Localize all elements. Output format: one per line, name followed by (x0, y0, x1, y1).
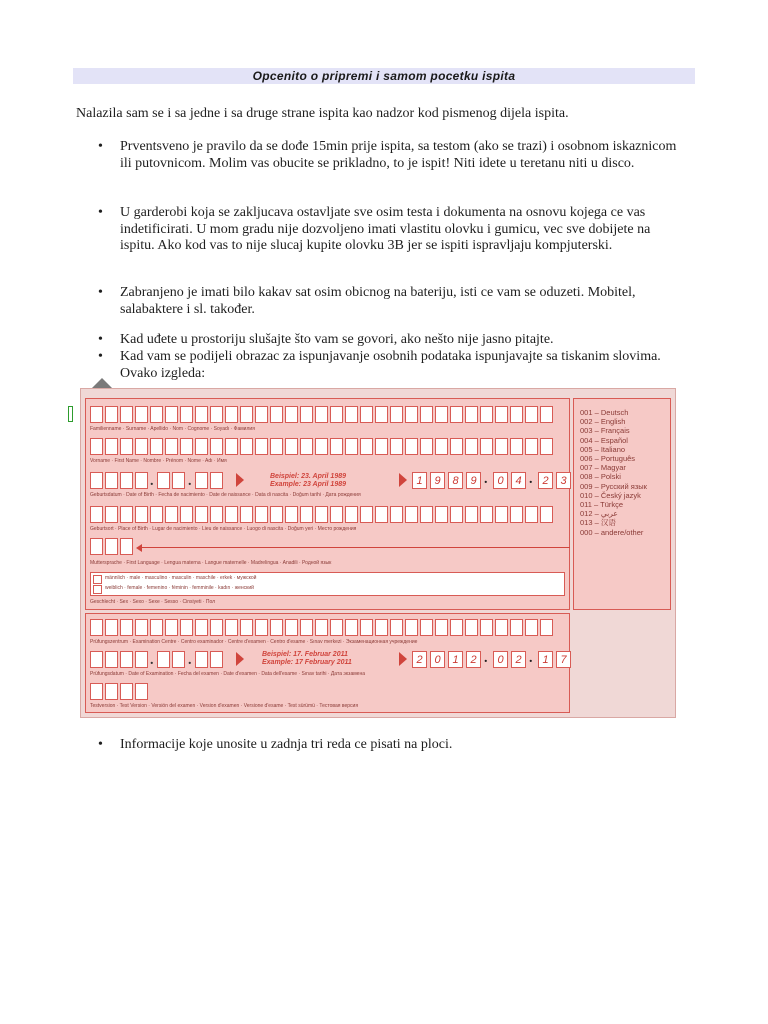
bullet-icon: • (98, 332, 103, 347)
language-item: 012 – عربي (580, 509, 618, 519)
language-item: 005 – Italiano (580, 444, 626, 454)
language-item: 011 – Türkçe (580, 500, 624, 510)
male-checkbox (93, 575, 102, 584)
example-exam-line2: Example: 17 February 2011 (262, 659, 352, 666)
date-separator: . (150, 653, 154, 668)
birthdate-cells (157, 472, 185, 489)
language-item: 002 – English (580, 417, 626, 427)
examdate-label: Prüfungsdatum · Date of Examination · Fecha del examen · Date d'examen · Data dell'esame · Sınav tarihi · Дата экзамена (90, 671, 365, 677)
bullet-icon: • (98, 205, 103, 220)
language-item: 001 – Deutsch (580, 408, 629, 417)
list-item (98, 737, 688, 753)
female-checkbox (93, 585, 102, 594)
list-item (98, 349, 688, 382)
arrow-left-icon (136, 544, 142, 552)
firstname-label: Vorname · First Name · Nombre · Prénom · Nome · Adı · Имя (90, 458, 227, 464)
birthdate-cells (195, 472, 223, 489)
arrow-right-icon (399, 652, 407, 666)
surname-label: Familienname · Surname · Apellido · Nom · Cognome · Soyadı · Фамилия (90, 426, 255, 432)
arrow-right-icon (236, 652, 244, 666)
birthdate-label: Geburtsdatum · Date of Birth · Fecha de nacimiento · Date de naissance · Data di nascita · Doğum tarihi · Дата рождения (90, 492, 361, 498)
language-item: 006 – Português (580, 454, 636, 464)
example-birth-line2: Example: 23 April 1989 (270, 481, 347, 488)
language-item: 007 – Magyar (580, 463, 626, 473)
intro-paragraph: Nalazila sam se i sa jedne i sa druge strane ispita kao nadzor kod pismenog dijela ispita. (76, 106, 569, 121)
mothertongue-cells (90, 538, 133, 555)
language-item: 003 – Français (580, 426, 630, 436)
language-list (580, 408, 647, 537)
arrow-right-icon (399, 473, 407, 487)
mothertongue-label: Muttersprache · First Language · Lengua materna · Langue maternelle · Madrelingua · Anadili · Родной язык (90, 560, 332, 566)
firstname-cells (90, 438, 553, 455)
margin-marker (68, 406, 73, 422)
language-item: 013 – 汉语 (580, 518, 616, 528)
bullet-text: Kad uđete u prostoriju slušajte što vam se govori, ako nešto nije jasno pitajte. (120, 332, 554, 347)
example-birth-line1: Beispiel: 23. April 1989 (270, 473, 346, 480)
arrow-right-icon (236, 473, 244, 487)
version-label: Testversion · Test Version · Versión del examen · Version d'examen · Versione d'esame · Test sürümü · Тестовая версия (90, 703, 359, 709)
section-title: Opcenito o pripremi i samom pocetku ispita (252, 69, 516, 83)
language-item: 004 – Español (580, 435, 628, 445)
examdate-cells (195, 651, 223, 668)
examdate-cells (157, 651, 185, 668)
date-separator: . (188, 474, 192, 489)
list-item (98, 332, 688, 349)
date-separator: . (188, 653, 192, 668)
language-item: 000 – andere/other (580, 527, 644, 537)
surname-cells (90, 406, 553, 423)
section-title-bar (73, 68, 695, 84)
version-cells (90, 683, 148, 700)
birthplace-cells (90, 506, 553, 523)
bullet-text: Zabranjeno je imati bilo kakav sat osim obicnog na bateriju, isti ce vam se oduzeti. Mobitel, salabaktere i sl. također. (120, 285, 636, 317)
bullet-text: Kad vam se podijeli obrazac za ispunjavanje osobnih podataka ispunjavajte sa tiskanim slovima. Ovako izgleda: (120, 349, 661, 381)
list-item (98, 285, 688, 318)
date-separator: . (150, 474, 154, 489)
bullet-text: U garderobi koja se zakljucava ostavljate sve osim testa i dokumenta na osnovu kojega ce vas indetificirati. U mom gradu nije dozvoljeno imati vlastitu olovku i gumicu, vec sve dobijete na ispitu. Ako kod vas to nije slucaj kupite olovku 3B jer se ispiti ispravljaju kompjuterski. (120, 205, 651, 253)
bullet-icon: • (98, 737, 103, 752)
examdate-cells (90, 651, 148, 668)
centre-cells (90, 619, 553, 636)
examdate-example-digits: 2 0 1 2 . 0 2 . 1 7 (412, 651, 571, 668)
gender-label: Geschlecht · Sex · Sexo · Sexe · Sesso · Cinsiyeti · Пол (90, 599, 216, 605)
birthdate-example-digits: 1 9 8 9 . 0 4 . 2 3 (412, 472, 571, 489)
arrow-line (140, 547, 570, 548)
language-item: 009 – Русский язык (580, 481, 647, 491)
birthplace-label: Geburtsort · Place of Birth · Lugar de nacimiento · Lieu de naissance · Luogo di nascita · Doğum yeri · Место рождения (90, 526, 357, 532)
language-item: 010 – Český jazyk (580, 490, 641, 500)
bullet-icon: • (98, 285, 103, 300)
bullet-icon: • (98, 349, 103, 364)
example-exam-line1: Beispiel: 17. Februar 2011 (262, 651, 348, 658)
form-corner-arrow (92, 378, 112, 388)
language-item: 008 – Polski (580, 472, 621, 482)
bullet-icon: • (98, 139, 103, 154)
centre-label: Prüfungszentrum · Examination Centre · Centro examinador · Centre d'examen · Centro d'esame · Sınav merkezi · Экзаменационная учреждение (90, 639, 418, 645)
female-label: weiblich · female · femenino · féminin · femminile · kadın · женский (105, 585, 254, 591)
bullet-text: Informacije koje unosite u zadnja tri reda ce pisati na ploci. (120, 737, 453, 752)
list-item (98, 205, 688, 255)
list-item (98, 139, 688, 172)
birthdate-cells (90, 472, 148, 489)
bullet-text: Prventsveno je pravilo da se dođe 15min prije ispita, sa testom (ako se trazi) i osobnom iskaznicom ili putovnicom. Molim vas obucite se prikladno, to je ispit! Niti idete u teretanu niti u disco. (120, 139, 677, 171)
male-label: männlich · male · masculino · masculin · maschile · erkek · мужской (105, 575, 257, 581)
